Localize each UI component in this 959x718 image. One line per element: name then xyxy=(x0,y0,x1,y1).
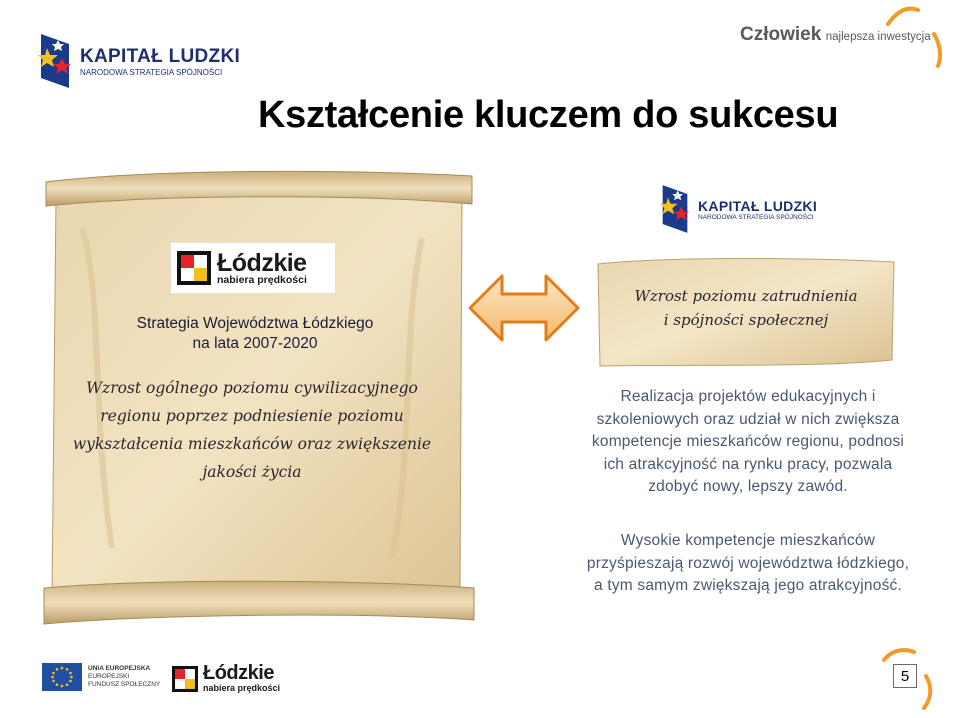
kapital-ludzki-logo-right xyxy=(660,183,817,235)
page-number: 5 xyxy=(893,664,917,688)
kapital-ludzki-emblem-right-icon xyxy=(660,183,690,235)
czlowiek-main: Człowiek xyxy=(740,24,822,45)
right-goal-line1: Wzrost poziomu zatrudnienia xyxy=(634,287,858,305)
page-title: Kształcenie kluczem do sukcesu xyxy=(258,94,839,136)
footer-lodzkie-logo xyxy=(172,664,280,693)
footer-lodz-word: Łódzkie xyxy=(203,662,274,684)
lodzkie-word: Łódzkie xyxy=(217,248,307,277)
eu-logo xyxy=(42,663,160,691)
right-goal-line2: i spójności społecznej xyxy=(663,311,829,329)
lodzkie-mark-icon xyxy=(177,251,211,285)
eu-line3: FUNDUSZ SPOŁECZNY xyxy=(88,681,161,688)
footer-lodzkie-mark-icon xyxy=(172,666,198,692)
kl-logo-title: KAPITAŁ LUDZKI xyxy=(80,45,241,67)
right-paragraph-2: Wysokie kompetencje mieszkańców przyśpieszają rozwój województwa łódzkiego, a tym samym zwiększają jego atrakcyjność. xyxy=(586,532,910,594)
right-goal-text xyxy=(600,284,892,332)
strategy-line2: na lata 2007-2020 xyxy=(192,335,318,352)
eu-line2: EUROPEJSKI xyxy=(88,673,130,680)
kl-logo-right-title: KAPITAŁ LUDZKI xyxy=(698,197,818,214)
footer-lodz-sub: nabiera prędkości xyxy=(203,683,281,693)
kl-logo-right-subtitle: NARODOWA STRATEGIA SPÓJNOŚCI xyxy=(698,213,814,221)
strategy-heading xyxy=(95,314,415,354)
lodzkie-sub: nabiera prędkości xyxy=(217,273,307,286)
lodzkie-logo xyxy=(170,242,336,294)
right-paragraph-1: Realizacja projektów edukacyjnych i szkoleniowych oraz udział w nich zwiększa kompetencje mieszkańców regionu, podnosi ich atrakcyjność na rynku pracy, pozwala zdobyć nowy, lepszy zawód. xyxy=(591,388,905,495)
left-goal-text: Wzrost ogólnego poziomu cywilizacyjnego regionu poprzez podniesienie poziomu wykształcenia mieszkańców oraz zwiększenie jakości życia xyxy=(72,379,432,481)
eu-line1: UNIA EUROPEJSKA xyxy=(88,665,151,672)
kapital-ludzki-logo xyxy=(38,32,240,90)
strategy-line1: Strategia Województwa Łódzkiego xyxy=(136,315,374,332)
eu-flag-icon xyxy=(42,663,82,691)
czlowiek-sub: najlepsza inwestycja xyxy=(825,31,931,43)
orange-swoosh-icon xyxy=(878,4,958,74)
double-arrow-icon xyxy=(466,270,582,346)
kapital-ludzki-emblem-icon xyxy=(38,32,72,90)
kl-logo-subtitle: NARODOWA STRATEGIA SPÓJNOŚCI xyxy=(80,67,223,77)
